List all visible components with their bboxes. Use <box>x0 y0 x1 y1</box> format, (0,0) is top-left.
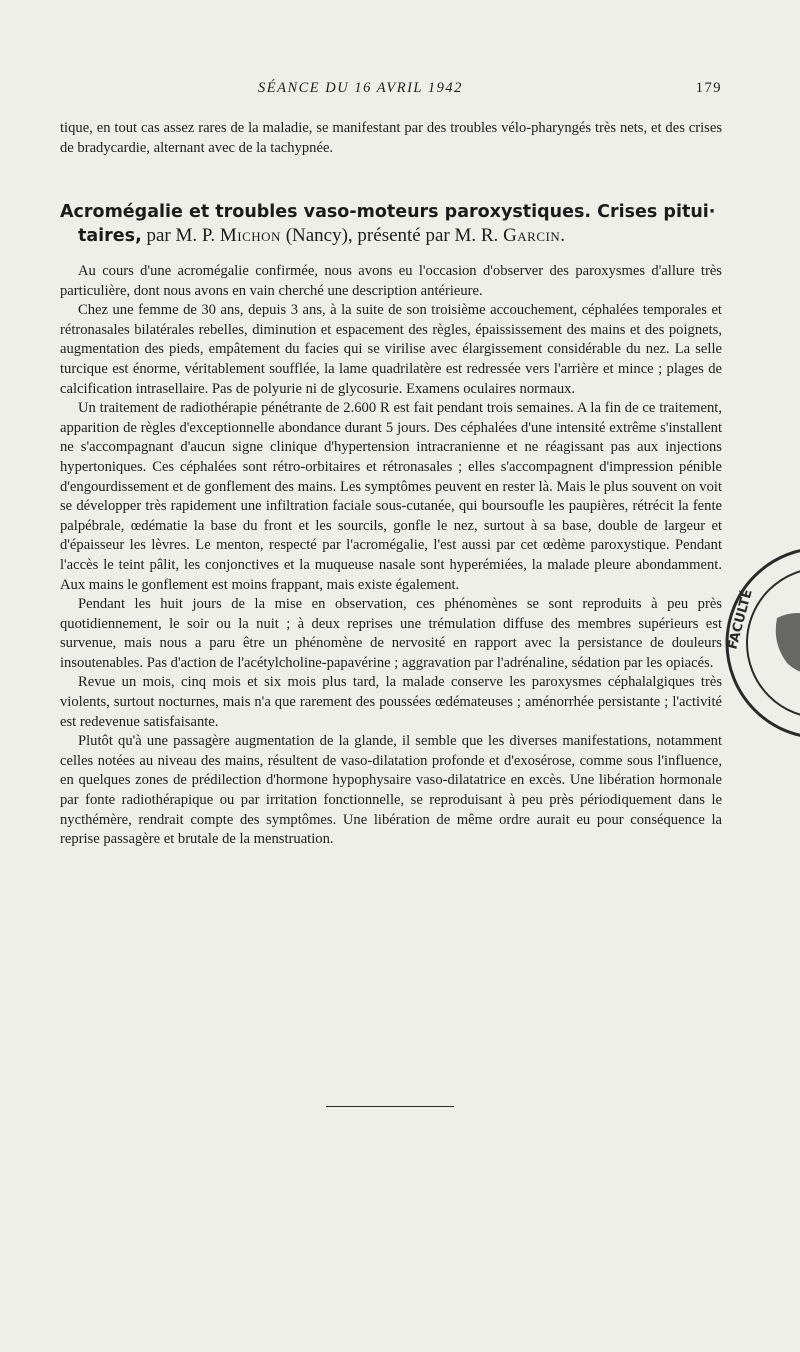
author-name: Michon <box>219 225 281 246</box>
presenter-name: Garcin <box>503 225 561 246</box>
article-title <box>60 200 730 248</box>
end-rule <box>326 1106 454 1107</box>
article-byline: par M. P. <box>141 225 220 246</box>
paragraph: Un traitement de radiothérapie pénétrante de 2.600 R est fait pendant trois semaines. A la fin de ce traitement, apparition de règles d'exceptionnelle abondance durant 5 jours. Des céphalées d'une intensité extrême s'installent ne s'accompagnant d'aucun signe clinique d'hypertension intracranienne et ne réagissant pas aux injections hypertoniques. Ces céphalées sont rétro-orbitaires et rétronasales ; elles s'accompagnent d'impression pénible d'engourdissement et de gonflement des mains. Les symptômes peuvent en rester là. Mais le plus souvent on voit se développer très rapidement une infiltration faciale sous-cutanée, qui boursoufle les paupières, rétrécit la fente palpébrale, œdématie la base du front et les sourcils, gonfle le nez, surtout à sa base, double de largeur et d'épaisseur les lèvres. Le menton, respecté par l'acromégalie, l'est aussi par cet œdème paroxystique. Pendant l'accès le teint pâlit, les conjonctives et la muqueuse nasale sont hyperémiées, la malade pleure abondamment. Aux mains le gonflement est moins frappant, mais existe également. <box>60 400 722 593</box>
article-title-line2 <box>60 224 730 248</box>
paragraph: Plutôt qu'à une passagère augmentation de la glande, il semble que les diverses manifestations, notamment celles notées au niveau des mains, résultent de vaso-dilatation profonde et d'exosérose, comme sous l'influence, en quelques zones de prédilection d'hormone hypophysaire vaso-dilatatrice en excès. Une libération hormonale par fonte radiothérapique ou par irritation fonctionnelle, se reproduisant à peu près périodiquement dans le nycthémère, rendrait compte des symptômes. Une libération de même ordre aurait eu pour conséquence la reprise passagère et brutale de la menstruation. <box>60 733 722 848</box>
page-number: 179 <box>695 80 722 96</box>
paragraph: Chez une femme de 30 ans, depuis 3 ans, à la suite de son troisième accouchement, céphalées temporales et rétronasales bilatérales rebelles, diminution et espacement des règles, épaississement des mains et des poignets, augmentation des pieds, empâtement du facies qui se virilise avec élargissement considérable du nez. La selle turcique est énorme, véritablement soufflée, la lame quadrilatère est redressée vers l'arrière et mince ; plages de calcification intrasellaire. Pas de polyurie ni de glycosurie. Examens oculaires normaux. <box>60 302 722 397</box>
paragraph: Revue un mois, cinq mois et six mois plus tard, la malade conserve les paroxysmes céphalalgiques très violents, surtout nocturnes, mais n'a que rarement des poussées œdémateuses ; aménorrhée persistante ; l'activité est redevenue satisfaisante. <box>60 674 722 730</box>
title-period: . <box>560 225 565 246</box>
author-place: (Nancy), présenté par M. R. <box>280 225 504 246</box>
stamp-text: FACULTÉ <box>725 587 756 652</box>
running-head-title: SÉANCE DU 16 AVRIL 1942 <box>258 80 463 96</box>
library-stamp <box>722 538 800 748</box>
article-body <box>60 262 722 850</box>
article-title-main-end: taires, <box>78 226 142 246</box>
paragraph: Pendant les huit jours de la mise en observation, ces phénomènes se sont reproduits à peu près quotidiennement, le soir ou la nuit ; à deux reprises une trémulation diffuse des membres supérieurs est survenue, mais nous a paru être un phénomène de nervosité en rapport avec la persistance de douleurs insoutenables. Pas d'action de l'acétylcholine-papavérine ; aggravation par l'adrénaline, sédation par les opiacés. <box>60 596 722 671</box>
article-title-main: Acromégalie et troubles vaso-moteurs paroxystiques. Crises pitui· <box>60 202 716 222</box>
paragraph: Au cours d'une acromégalie confirmée, nous avons eu l'occasion d'observer des paroxysmes d'allure très particulière, dont nous avons en vain cherché une description antérieure. <box>60 263 722 299</box>
stamp-emblem <box>776 613 800 674</box>
previous-article-tail: tique, en tout cas assez rares de la maladie, se manifestant par des troubles vélo-pharyngés très nets, et des crises de bradycardie, alternant avec de la tachypnée. <box>60 120 722 156</box>
